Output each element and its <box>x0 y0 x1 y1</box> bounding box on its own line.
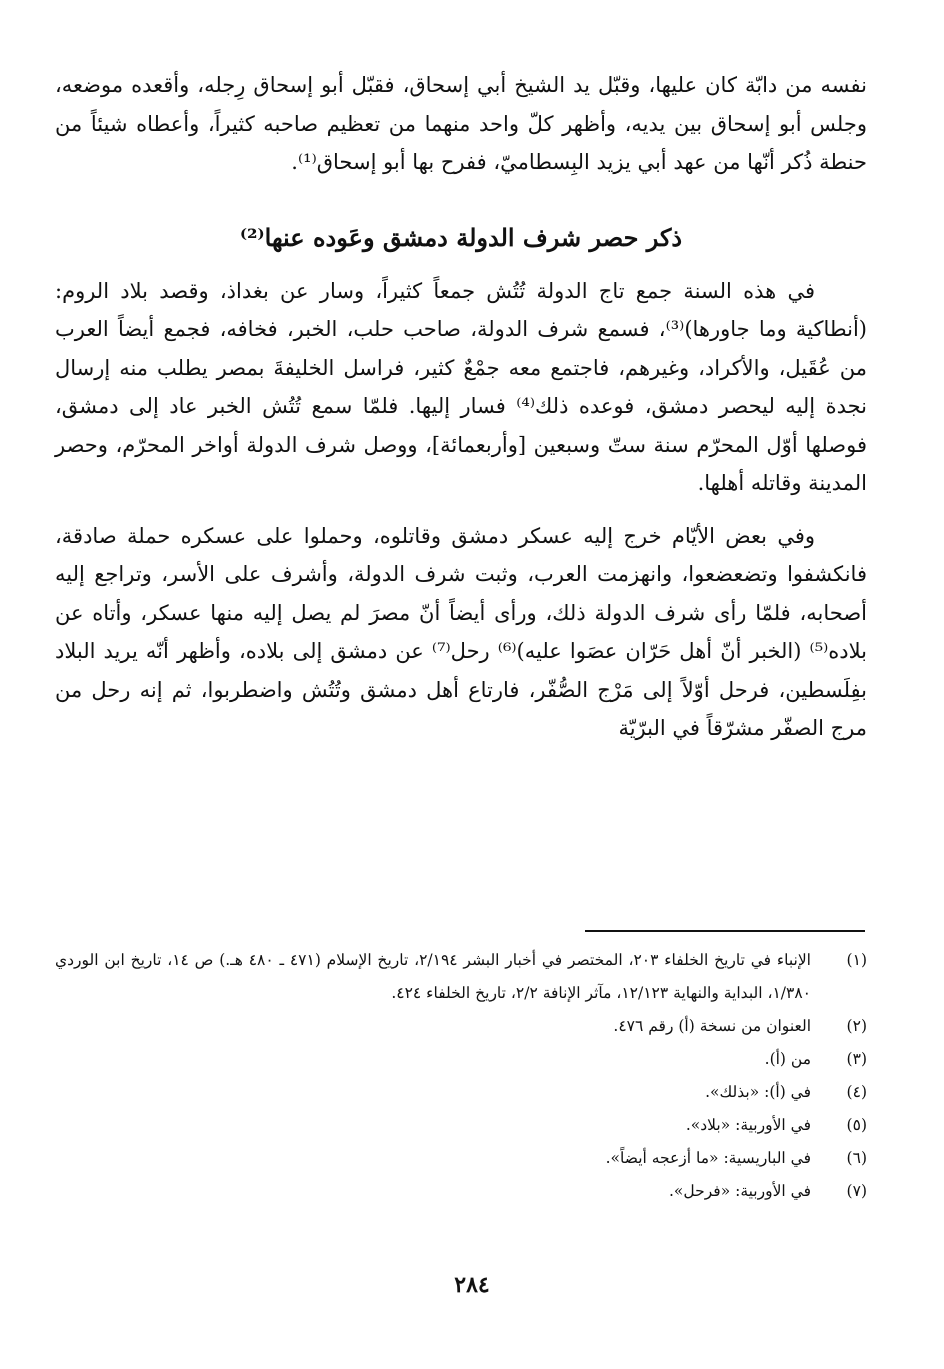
footnote-number: (٤) <box>846 1083 867 1101</box>
footnote-5 <box>55 1109 867 1142</box>
footnote-number: (٦) <box>846 1149 867 1167</box>
footnote-text: الإنباء في تاريخ الخلفاء ٢٠٣، المختصر في أخبار البشر ٢/١٩٤، تاريخ الإسلام (٤٧١ ـ ٤٨٠ هـ.) ص ١٤، تاريخ ابن الوردي ١/٣٨٠، البداية والنهاية ١٢/١٢٣، مآثر الإنافة ٢/٢، تاريخ الخلفاء ٤٢٤. <box>55 951 811 1002</box>
footnote-number: (٥) <box>846 1116 867 1134</box>
footnote-number: (٧) <box>846 1182 867 1200</box>
footnote-1 <box>55 944 867 1010</box>
footnote-4 <box>55 1076 867 1109</box>
footnote-number: (٢) <box>846 1017 867 1035</box>
footnote-number: (١) <box>846 951 867 969</box>
footnote-text: في الباريسية: «ما أزعجه أيضاً». <box>605 1149 811 1167</box>
paragraph-gap <box>55 503 867 517</box>
footnote-text: في الأوربية: «فرحل». <box>669 1182 811 1200</box>
paragraph-2: في هذه السنة جمع تاج الدولة تُتُش جمعاً كثيراً، وسار عن بغداذ، وقصد بلاد الروم: (أنطاكية وما جاورها)⁽³⁾، فسمع شرف الدولة، صاحب حلب، الخبر، فخافه، فجمع أيضاً العرب من عُقَيل، والأكراد، وغيرهم، فاجتمع معه جمْعٌ كثير، فراسل الخليفةَ بمصر يطلب منه إرسال نجدة إليه ليحصر دمشق، فوعده ذلك⁽⁴⁾ فسار إليها. فلمّا سمع تُتُش الخبر عاد إلى دمشق، فوصلها أوّل المحرّم سنة ستّ وسبعين [وأربعمائة]، ووصل شرف الدولة أواخر المحرّم، وحصر المدينة وقاتله أهلها. <box>55 278 867 495</box>
footnotes <box>55 944 867 1208</box>
paragraph-3: وفي بعض الأيّام خرج إليه عسكر دمشق وقاتلوه، وحملوا على عسكره حملة صادقة، فانكشفوا وتضعضعوا، وانهزمت العرب، وثبت شرف الدولة، وأشرف على الأسر، وتراجع إليه أصحابه، فلمّا رأى شرف الدولة ذلك، ورأى أيضاً أنّ مصرَ لم يصل إليه منها عسكر، وأتاه عن بلاده⁽⁵⁾ (الخبر أنّ أهل حَرّان عصَوا عليه)⁽⁶⁾ رحل⁽⁷⁾ عن دمشق إلى بلاده، وأظهر أنّه يريد البلاد بفِلَسطين، فرحل أوّلاً إلى مَرْج الصُّفّر، فارتاع أهل دمشق وتُتُش واضطربوا، ثم إنه رحل من مرج الصفّر مشرّقاً في البرّيّة <box>55 523 867 740</box>
footnote-text: العنوان من نسخة (أ) رقم ٤٧٦. <box>613 1017 811 1035</box>
footnote-2 <box>55 1010 867 1043</box>
footnote-3 <box>55 1043 867 1076</box>
footnote-text: من (أ). <box>764 1050 811 1068</box>
main-text <box>55 66 867 748</box>
footnote-text: في الأوربية: «بلاد». <box>685 1116 811 1134</box>
footnote-text: في (أ): «بذلك». <box>705 1083 811 1101</box>
footnote-divider <box>585 930 865 932</box>
footnote-6 <box>55 1142 867 1175</box>
page-number: ٢٨٤ <box>454 1272 490 1298</box>
footnote-number: (٣) <box>846 1050 867 1068</box>
footnote-7 <box>55 1175 867 1208</box>
paragraph-1: نفسه من دابّة كان عليها، وقبّل يد الشيخ أبي إسحاق، فقبّل أبو إسحاق رِجله، وأقعده موضعه، وجلس أبو إسحاق بين يديه، وأظهر كلّ واحد منهما من تعظيم صاحبه كثيراً، وأعطاه شيئاً من حنطة ذُكر أنّها من عهد أبي يزيد البِسطاميّ، ففرح بها أبو إسحاق⁽¹⁾. <box>55 73 867 174</box>
section-heading: ذكر حصر شرف الدولة دمشق وعَوده عنها⁽²⁾ <box>239 222 683 252</box>
